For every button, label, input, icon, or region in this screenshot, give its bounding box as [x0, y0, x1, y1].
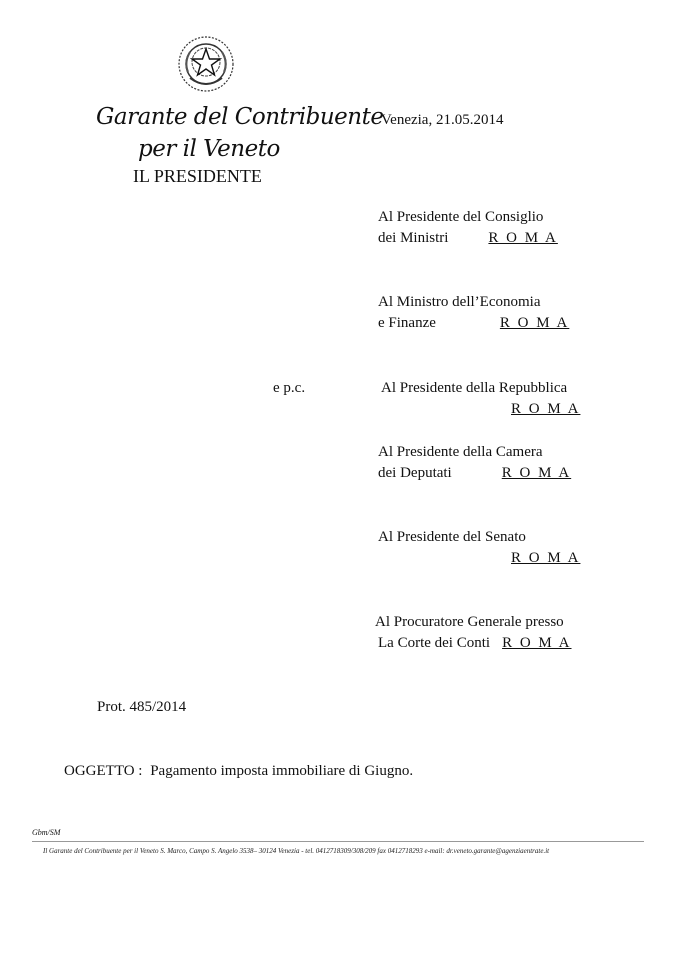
recipient-city: R O M A — [511, 550, 581, 566]
recipient-city: R O M A — [488, 230, 558, 246]
recipient-line2 — [375, 633, 572, 654]
recipient-3 — [381, 378, 580, 420]
recipient-line1: Al Presidente del Consiglio — [378, 209, 544, 225]
org-name-line2: per il Veneto — [138, 136, 280, 162]
recipient-city: R O M A — [499, 315, 570, 331]
recipient-line2-text: dei Deputati — [378, 465, 452, 481]
subject-label: OGGETTO : — [64, 763, 143, 779]
recipient-line2 — [378, 228, 558, 249]
recipient-line2 — [378, 463, 571, 484]
recipient-line1: Al Procuratore Generale presso — [375, 614, 564, 630]
footer-rule — [32, 841, 644, 842]
recipient-line1: Al Presidente del Senato — [378, 529, 526, 545]
recipient-line1: Al Presidente della Repubblica — [381, 380, 568, 396]
recipient-city: R O M A — [511, 401, 581, 417]
recipient-4 — [378, 442, 571, 484]
protocol-number: Prot. 485/2014 — [97, 699, 187, 715]
subject-text: Pagamento imposta immobiliare di Giugno. — [150, 763, 414, 779]
recipient-5 — [378, 527, 580, 569]
typist-initials: Gbm/SM — [32, 828, 61, 837]
subject-line — [64, 761, 413, 782]
recipient-line1: Al Presidente della Camera — [378, 444, 543, 460]
recipient-city: R O M A — [501, 465, 572, 481]
recipient-line2-text: e Finanze — [378, 315, 436, 331]
recipient-line2-text: La Corte dei Conti — [378, 635, 491, 651]
org-name-line1: Garante del Contribuente — [96, 104, 384, 130]
emblem — [176, 34, 236, 94]
footer-address: Il Garante del Contribuente per il Veneto S. Marco, Campo S. Angelo 3538– 30124 Venezia - tel. 0412718309/308/209 fax 0412718293 e-mail: dr.veneto.garante@agenziaentrate.it — [43, 847, 550, 855]
role-title: IL PRESIDENTE — [133, 166, 262, 186]
recipient-line2-text: dei Ministri — [378, 230, 449, 246]
recipient-6 — [375, 612, 572, 654]
cc-label: e p.c. — [273, 380, 306, 396]
italian-republic-emblem-icon — [176, 34, 236, 94]
recipient-line2 — [381, 399, 580, 420]
recipient-line2 — [378, 313, 569, 334]
recipient-1 — [378, 207, 558, 249]
recipient-line1: Al Ministro dell’Economia — [378, 294, 541, 310]
place-date: Venezia, 21.05.2014 — [381, 112, 504, 128]
recipient-2 — [378, 292, 569, 334]
recipient-line2 — [378, 548, 580, 569]
recipient-city: R O M A — [502, 635, 572, 651]
